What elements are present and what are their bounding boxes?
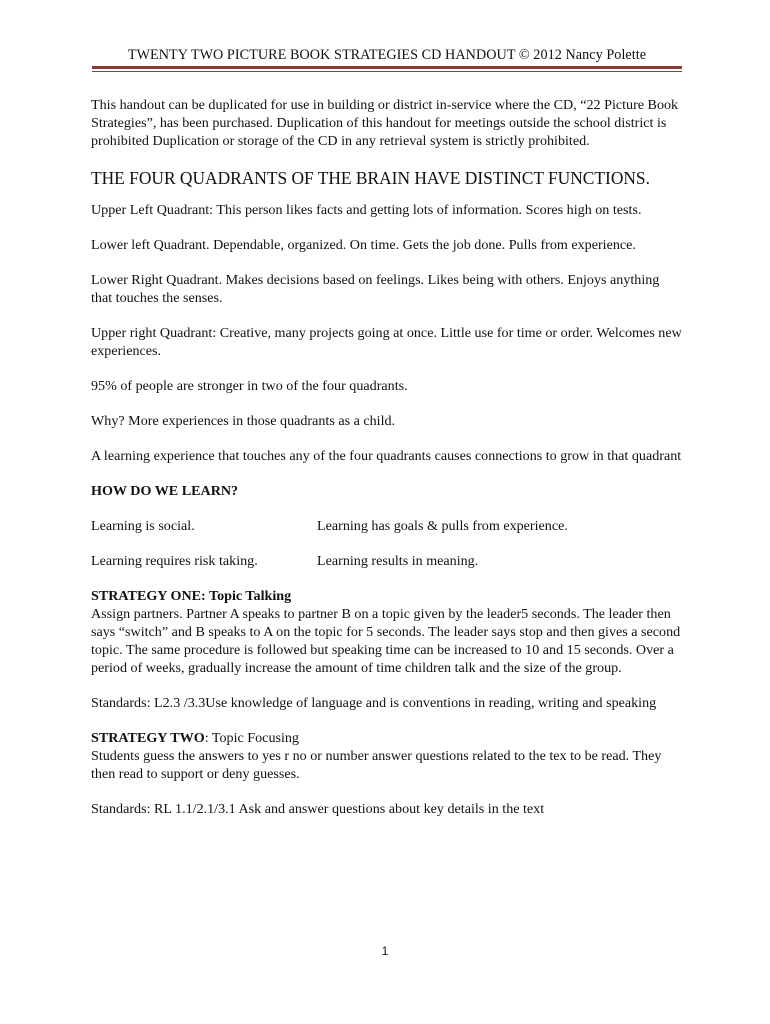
strategy-two-body: Students guess the answers to yes r no or number answer questions related to the tex to be read. They then read to support or deny guesses. (91, 748, 662, 782)
intro-paragraph: This handout can be duplicated for use in building or district in-service where the CD, “22 Picture Book Strategies”, has been purchased. Duplication of this handout for meetings outside the school district is prohibited Duplication or storage of the CD in any retrieval system is strictly prohibited. (91, 97, 679, 149)
connections-fact: A learning experience that touches any of the four quadrants causes connections to grow in that quadrant (91, 448, 682, 464)
page-header: TWENTY TWO PICTURE BOOK STRATEGIES CD HANDOUT © 2012 Nancy Polette (127, 47, 647, 63)
learn-meaning: Learning results in meaning. (317, 553, 479, 569)
strategy-two-title-bold: STRATEGY TWO (91, 730, 205, 746)
why-fact: Why? More experiences in those quadrants as a child. (91, 413, 396, 429)
learn-social: Learning is social. (91, 518, 195, 534)
lower-left-quadrant: Lower left Quadrant. Dependable, organized. On time. Gets the job done. Pulls from experience. (91, 237, 636, 253)
learn-row-2 (91, 552, 683, 570)
page-number: 1 (381, 944, 389, 958)
learn-risk: Learning requires risk taking. (91, 553, 258, 569)
strategy-one-standards: Standards: L2.3 /3.3Use knowledge of language and is conventions in reading, writing and speaking (91, 695, 657, 711)
section-heading: THE FOUR QUADRANTS OF THE BRAIN HAVE DISTINCT FUNCTIONS. (91, 168, 650, 188)
strategy-one-body: Assign partners. Partner A speaks to partner B on a topic given by the leader5 seconds. The leader then says “switch” and B speaks to A on the topic for 5 seconds. The leader says stop and then gives a second topic. The same procedure is followed but speaking time can be increased to 10 and 15 seconds. Over a period of weeks, gradually increase the amount of time children talk and the size of the group. (91, 606, 681, 676)
upper-right-quadrant: Upper right Quadrant: Creative, many projects going at once. Little use for time or order. Welcomes new experiences. (91, 325, 682, 359)
learn-row-1 (91, 517, 683, 535)
strategy-two-title (91, 729, 683, 747)
header-rule-thin (92, 71, 682, 72)
header-rule-thick (92, 66, 682, 69)
learn-heading: HOW DO WE LEARN? (91, 483, 239, 499)
learn-goals: Learning has goals & pulls from experience. (317, 518, 568, 534)
upper-left-quadrant: Upper Left Quadrant: This person likes facts and getting lots of information. Scores high on tests. (91, 202, 642, 218)
lower-right-quadrant: Lower Right Quadrant. Makes decisions based on feelings. Likes being with others. Enjoys anything that touches the senses. (91, 272, 660, 306)
percent-fact: 95% of people are stronger in two of the four quadrants. (91, 378, 408, 394)
strategy-two-title-rest: : Topic Focusing (204, 730, 299, 746)
strategy-one-title: STRATEGY ONE: Topic Talking (91, 588, 292, 604)
document-body (91, 96, 683, 835)
strategy-two-standards: Standards: RL 1.1/2.1/3.1 Ask and answer questions about key details in the text (91, 801, 545, 817)
